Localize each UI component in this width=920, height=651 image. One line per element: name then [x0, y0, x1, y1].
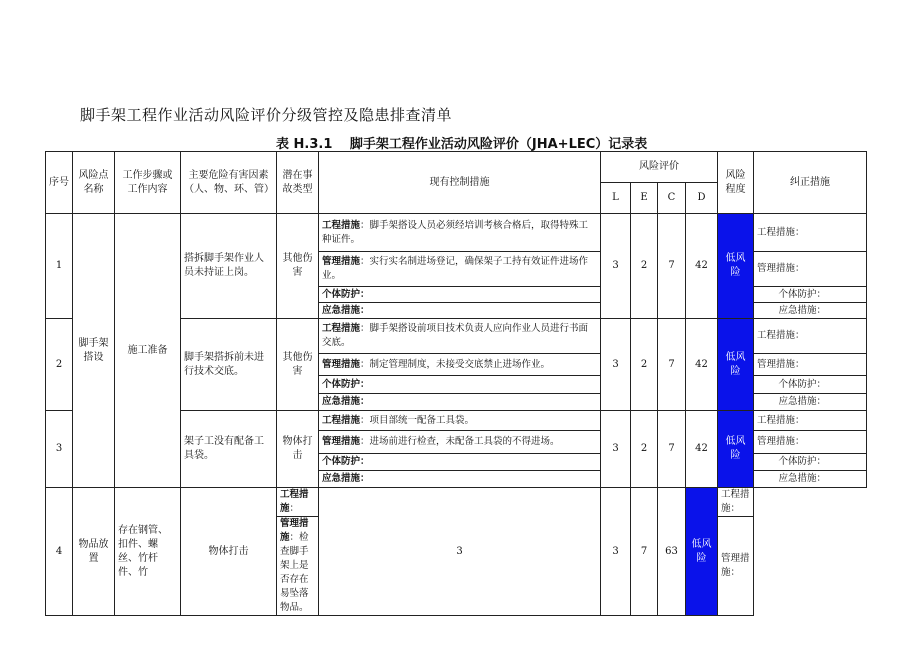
row-4-accident: 物体打击: [181, 488, 277, 616]
header-c: C: [658, 183, 686, 214]
row-2-ppe: 个体防护：: [319, 376, 601, 394]
row-1-corr-mgmt: 管理措施：: [754, 252, 867, 287]
row-2-corr-eng: 工程措施：: [754, 319, 867, 354]
row-3-eng-measure: 工程措施：项目部统一配备工具袋。: [319, 411, 601, 431]
row-4-seq: 4: [46, 488, 73, 616]
row-3-emergency: 应急措施：: [319, 471, 601, 488]
row-3-accident: 物体打击: [277, 411, 319, 488]
row-2-seq: 2: [46, 319, 73, 411]
header-risk-eval: 风险评价: [601, 152, 718, 183]
header-risk-point: 风险点名称: [73, 152, 115, 214]
row-4-eng-measure: 工程措施：: [277, 488, 319, 517]
row-4-corr-mgmt: 管理措施：: [718, 517, 754, 616]
row-3-ppe: 个体防护：: [319, 454, 601, 471]
header-d: D: [686, 183, 718, 214]
header-controls: 现有控制措施: [319, 152, 601, 214]
risk-assessment-table: [45, 151, 867, 616]
row-4-e: 3: [601, 488, 631, 616]
header-e: E: [631, 183, 658, 214]
row-1-corr-eng: 工程措施：: [754, 214, 867, 252]
row-3-corr-eng: 工程措施：: [754, 411, 867, 431]
row-3-corr-ppe: 个体防护：: [754, 454, 867, 471]
row-1-hazard: 搭拆脚手架作业人员未持证上岗。: [181, 214, 277, 319]
header-level: 风险程度: [718, 152, 754, 214]
row-2-d: 42: [686, 319, 718, 411]
row-2-accident: 其他伤害: [277, 319, 319, 411]
header-accident: 潜在事故类型: [277, 152, 319, 214]
header-correction: 纠正措施: [754, 152, 867, 214]
row-4-mgmt-measure: 管理措施：检查脚手架上是否存在易坠落物品。: [277, 517, 319, 616]
row-2-l: 3: [601, 319, 631, 411]
row-1-corr-ppe: 个体防护：: [754, 287, 867, 303]
row-2-mgmt-measure: 管理措施：制定管理制度，未接受交底禁止进场作业。: [319, 354, 601, 376]
document-title: 脚手架工程作业活动风险评价分级管控及隐患排查清单: [80, 106, 453, 124]
row-2-risk-level: 低风险: [718, 319, 754, 411]
row-4-d: 63: [658, 488, 686, 616]
row-2-emergency: 应急措施：: [319, 394, 601, 411]
row-3-c: 7: [658, 411, 686, 488]
row-1-eng-measure: 工程措施：脚手架搭设人员必须经培训考核合格后，取得特殊工种证件。: [319, 214, 601, 252]
row-2-hazard: 脚手架搭拆前未进行技术交底。: [181, 319, 277, 411]
row-1-l: 3: [601, 214, 631, 319]
row-1-corr-emer: 应急措施：: [754, 303, 867, 319]
row-2-eng-measure: 工程措施：脚手架搭设前项目技术负责人应向作业人员进行书面交底。: [319, 319, 601, 354]
table-title: 表 H.3.1 脚手架工程作业活动风险评价（JHA+LEC）记录表: [276, 137, 648, 152]
row-1-accident: 其他伤害: [277, 214, 319, 319]
row-1-seq: 1: [46, 214, 73, 319]
row-3-hazard: 架子工没有配备工具袋。: [181, 411, 277, 488]
row-3-mgmt-measure: 管理措施：进场前进行检查，未配备工具袋的不得进场。: [319, 431, 601, 454]
row-1-mgmt-measure: 管理措施：实行实名制进场登记，确保架子工持有效证件进场作业。: [319, 252, 601, 287]
row-3-l: 3: [601, 411, 631, 488]
row-4-hazard: 存在钢管、扣件、螺丝、竹杆件、竹: [115, 488, 181, 616]
row-3-corr-mgmt: 管理措施：: [754, 431, 867, 454]
row-1-c: 7: [658, 214, 686, 319]
row-3-seq: 3: [46, 411, 73, 488]
header-l: L: [601, 183, 631, 214]
row-4-corr-eng: 工程措施：: [718, 488, 754, 517]
row-2-corr-emer: 应急措施：: [754, 394, 867, 411]
row-3-risk-level: 低风险: [718, 411, 754, 488]
row-2-c: 7: [658, 319, 686, 411]
row-3-d: 42: [686, 411, 718, 488]
row-3-corr-emer: 应急措施：: [754, 471, 867, 488]
row-4-l: 3: [319, 488, 601, 616]
row-1-emergency: 应急措施：: [319, 303, 601, 319]
row-4-work-step: 物品放置: [73, 488, 115, 616]
row-1-risk-level: 低风险: [718, 214, 754, 319]
row-1-e: 2: [631, 214, 658, 319]
row-4-risk-level: 低风险: [686, 488, 718, 616]
row-3-e: 2: [631, 411, 658, 488]
row-1-d: 42: [686, 214, 718, 319]
header-seq: 序号: [46, 152, 73, 214]
row-2-e: 2: [631, 319, 658, 411]
risk-point-name: 脚手架搭设: [73, 214, 115, 488]
row-1-ppe: 个体防护：: [319, 287, 601, 303]
header-work-step: 工作步骤或工作内容: [115, 152, 181, 214]
work-step-construction-prep: 施工准备: [115, 214, 181, 488]
row-2-corr-ppe: 个体防护：: [754, 376, 867, 394]
header-hazard: 主要危险有害因素（人、物、环、管）: [181, 152, 277, 214]
row-2-corr-mgmt: 管理措施：: [754, 354, 867, 376]
row-4-c: 7: [631, 488, 658, 616]
